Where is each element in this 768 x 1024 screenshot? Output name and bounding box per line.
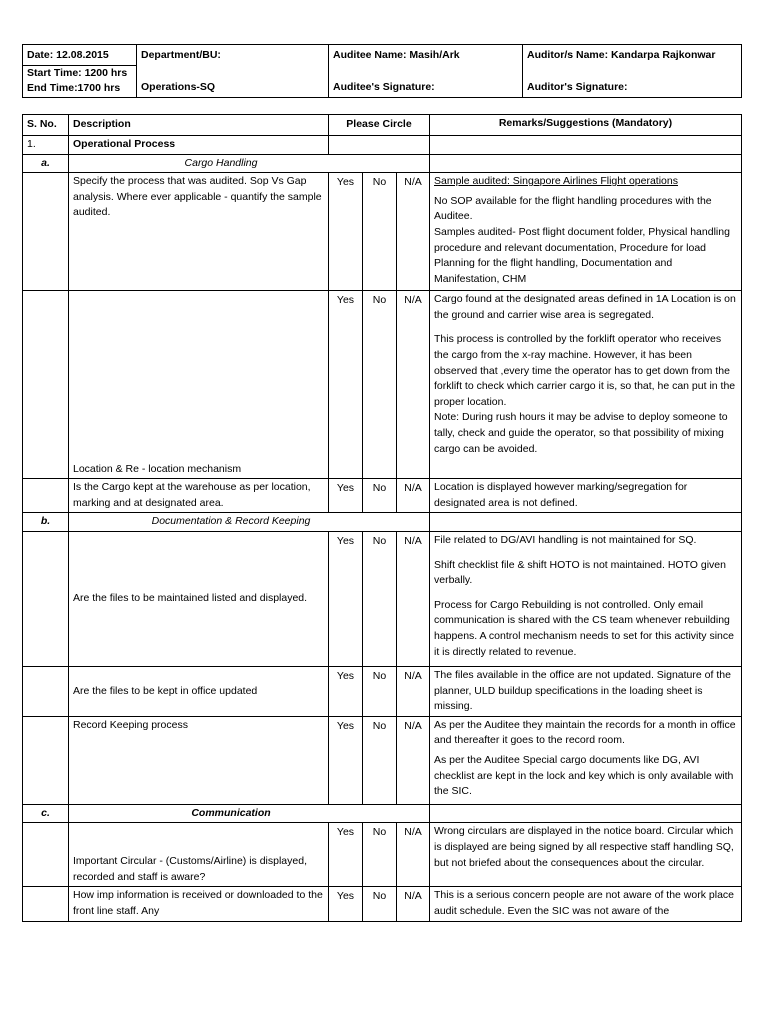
- item-description: How imp information is received or downloaded to the front line staff. Any: [69, 887, 329, 921]
- remark-text: Shift checklist file & shift HOTO is not maintained. HOTO given verbally.: [434, 558, 726, 587]
- item-description: Specify the process that was audited. Sop Vs Gap analysis. Where ever applicable - quantify the sample audited.: [69, 173, 329, 291]
- auditor-signature: Auditor's Signature:: [523, 65, 742, 97]
- option-yes[interactable]: Yes: [329, 531, 363, 666]
- item-remarks: Wrong circulars are displayed in the notice board. Circular which is displayed are being signed by all respective staff handling SQ, but not briefed about the consequences about the circular.: [430, 823, 742, 887]
- option-no[interactable]: No: [363, 531, 397, 666]
- option-na[interactable]: N/A: [397, 823, 430, 887]
- remark-text: This process is controlled by the forklift operator who receives the cargo from the x-ray machine. However, it has been observed that ,every time the operator has to get down from the forklift to check which carrier cargo it is, so that, he can put in the proper location.: [434, 333, 736, 408]
- subsection-letter: a.: [23, 154, 69, 173]
- audit-checklist-table: [22, 114, 742, 922]
- option-no[interactable]: No: [363, 823, 397, 887]
- empty-cell: [23, 173, 69, 291]
- option-yes[interactable]: Yes: [329, 479, 363, 513]
- option-no[interactable]: No: [363, 716, 397, 804]
- item-remarks: [430, 291, 742, 479]
- item-remarks: [430, 531, 742, 666]
- section-number: 1.: [23, 136, 69, 155]
- remark-text: Note: During rush hours it may be advise to deploy someone to tally, check and guide the operator, so that possibility of mixing cargo can be avoided.: [434, 411, 728, 455]
- empty-cell: [23, 716, 69, 804]
- option-no[interactable]: No: [363, 479, 397, 513]
- item-description: Location & Re - location mechanism: [69, 291, 329, 479]
- empty-cell: [430, 154, 742, 173]
- empty-cell: [430, 513, 742, 532]
- empty-cell: [430, 804, 742, 823]
- item-remarks: Location is displayed however marking/segregation for designated area is not defined.: [430, 479, 742, 513]
- auditee-name: Auditee Name: Masih/Ark: [329, 45, 523, 66]
- section-title: Operational Process: [69, 136, 329, 155]
- item-description: Record Keeping process: [69, 716, 329, 804]
- empty-cell: [23, 887, 69, 921]
- option-yes[interactable]: Yes: [329, 716, 363, 804]
- subsection-letter: c.: [23, 804, 69, 823]
- department-value: Operations-SQ: [137, 65, 329, 97]
- option-na[interactable]: N/A: [397, 716, 430, 804]
- option-yes[interactable]: Yes: [329, 887, 363, 921]
- remark-text: As per the Auditee they maintain the records for a month in office and thereafter it goes to the record room.: [434, 718, 736, 747]
- remark-text: Sample audited: Singapore Airlines Flight operations: [434, 175, 678, 188]
- audit-date: Date: 12.08.2015: [23, 45, 137, 66]
- option-no[interactable]: No: [363, 291, 397, 479]
- subsection-title: Cargo Handling: [69, 154, 430, 173]
- option-na[interactable]: N/A: [397, 887, 430, 921]
- option-yes[interactable]: Yes: [329, 666, 363, 716]
- col-header-please-circle: Please Circle: [329, 115, 430, 136]
- option-yes[interactable]: Yes: [329, 173, 363, 291]
- empty-cell: [23, 291, 69, 479]
- col-header-remarks: Remarks/Suggestions (Mandatory): [430, 115, 742, 136]
- audit-header-table: [22, 44, 742, 98]
- empty-cell: [23, 479, 69, 513]
- item-description: Are the files to be kept in office updated: [69, 666, 329, 716]
- empty-cell: [23, 823, 69, 887]
- option-na[interactable]: N/A: [397, 479, 430, 513]
- col-header-sno: S. No.: [23, 115, 69, 136]
- remark-text: Samples audited- Post flight document folder, Physical handling procedure and relevant documentation, Procedure for load Planning for the flight handling, Documentation and Manifestation, CHM: [434, 225, 730, 285]
- subsection-title: Communication: [69, 804, 430, 823]
- item-remarks: [430, 173, 742, 291]
- option-na[interactable]: N/A: [397, 291, 430, 479]
- option-na[interactable]: N/A: [397, 666, 430, 716]
- remark-text: As per the Auditee Special cargo documents like DG, AVI checklist are kept in the lock and key which is only available with the SIC.: [434, 753, 734, 798]
- empty-cell: [430, 136, 742, 155]
- option-no[interactable]: No: [363, 887, 397, 921]
- empty-cell: [329, 136, 430, 155]
- item-remarks: The files available in the office are not updated. Signature of the planner, ULD buildup specifications in the loading sheet is missing.: [430, 666, 742, 716]
- option-no[interactable]: No: [363, 666, 397, 716]
- item-remarks: [430, 716, 742, 804]
- item-description: Are the files to be maintained listed and displayed.: [69, 531, 329, 666]
- option-yes[interactable]: Yes: [329, 823, 363, 887]
- item-description: Important Circular - (Customs/Airline) is displayed, recorded and staff is aware?: [69, 823, 329, 887]
- start-time-text: Start Time: 1200 hrs: [27, 66, 128, 79]
- option-na[interactable]: N/A: [397, 531, 430, 666]
- end-time-text: End Time:1700 hrs: [27, 82, 121, 95]
- empty-cell: [23, 666, 69, 716]
- auditor-name: Auditor/s Name: Kandarpa Rajkonwar: [523, 45, 742, 66]
- item-remarks: This is a serious concern people are not aware of the work place audit schedule. Even the SIC was not aware of the: [430, 887, 742, 921]
- remark-text: File related to DG/AVI handling is not maintained for SQ.: [434, 533, 697, 546]
- remark-text: No SOP available for the flight handling procedures with the Auditee.: [434, 194, 712, 223]
- department-label: Department/BU:: [137, 45, 329, 66]
- subsection-letter: b.: [23, 513, 69, 532]
- remark-text: Cargo found at the designated areas defined in 1A Location is on the ground and carrier wise area is segregated.: [434, 293, 736, 321]
- empty-cell: [23, 531, 69, 666]
- start-time: [23, 65, 137, 97]
- subsection-title: Documentation & Record Keeping: [69, 513, 430, 532]
- option-no[interactable]: No: [363, 173, 397, 291]
- remark-text: Process for Cargo Rebuilding is not controlled. Only email communication is shared with the CS team whenever rebuilding happens. A control mechanism needs to set for this activity since it is directly related to revenue.: [434, 598, 734, 658]
- option-na[interactable]: N/A: [397, 173, 430, 291]
- item-description: Is the Cargo kept at the warehouse as per location, marking and at designated area.: [69, 479, 329, 513]
- option-yes[interactable]: Yes: [329, 291, 363, 479]
- auditee-signature: Auditee's Signature:: [329, 65, 523, 97]
- col-header-description: Description: [69, 115, 329, 136]
